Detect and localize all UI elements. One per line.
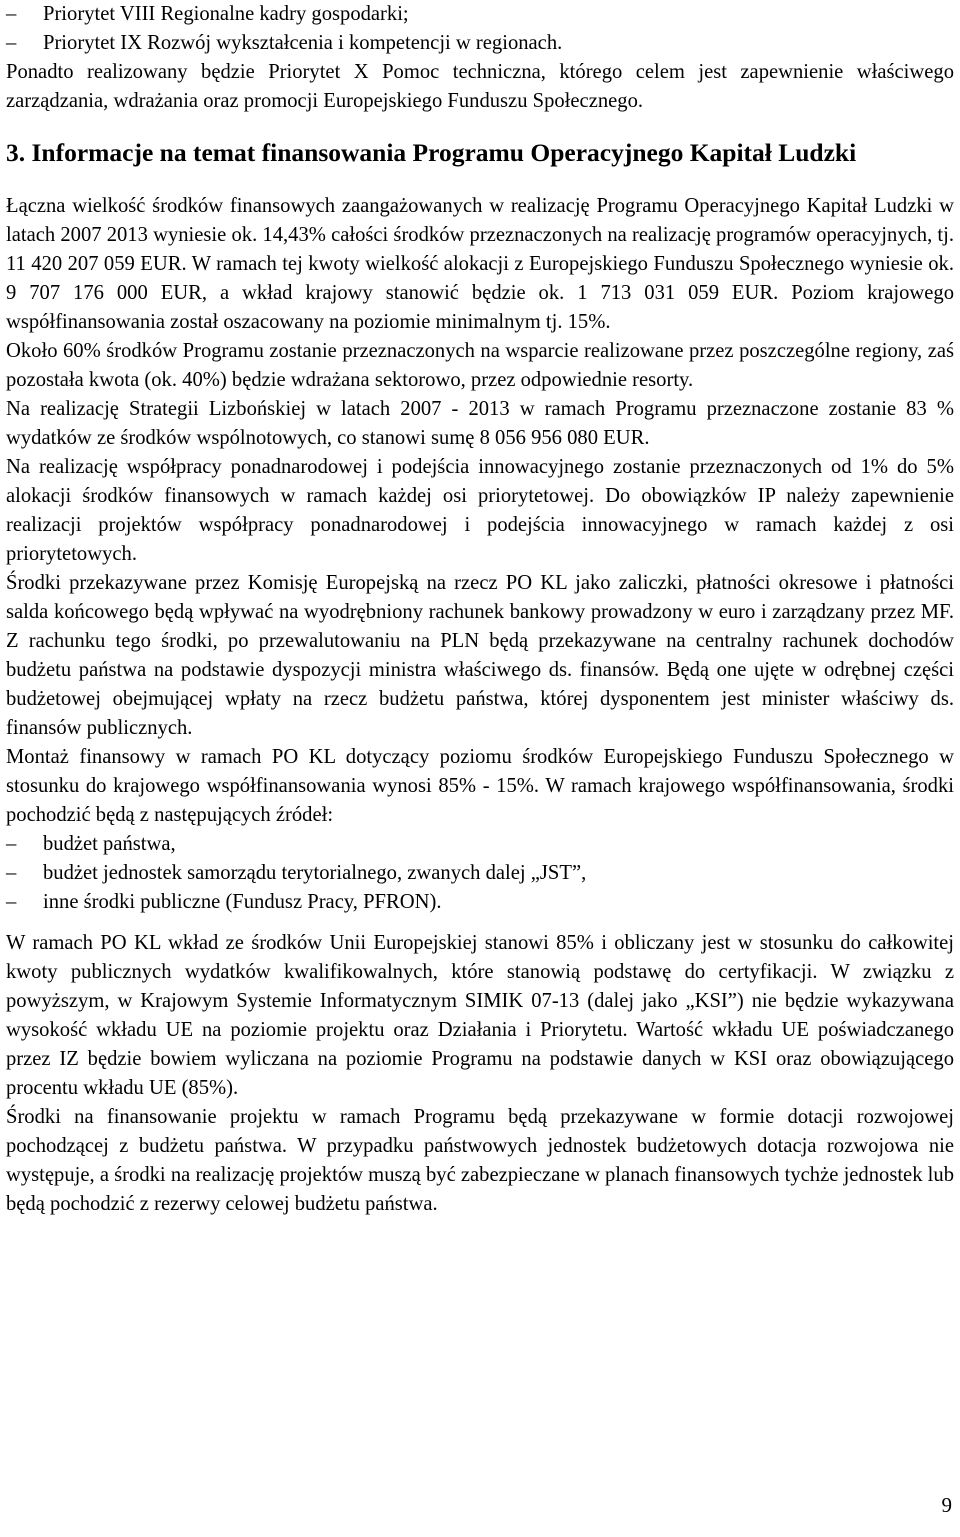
list-item-text: budżet państwa, xyxy=(43,833,176,855)
dash-bullet xyxy=(6,888,43,917)
paragraph: W ramach PO KL wkład ze środków Unii Europejskiej stanowi 85% i obliczany jest w stosunku do całkowitej kwoty publicznych wydatków kwalifikowalnych, które stanowią podstawę do certyfikacji. W związku z powyższym, w Krajowym Systemie Informatycznym SIMIK 07-13 (dalej jako „KSI”) nie będzie wykazywana wysokość wkładu UE na poziomie projektu oraz Działania i Priorytetu. Wartość wkładu UE poświadczanego przez IZ będzie bowiem wyliczana na poziomie Programu na podstawie danych w KSI oraz obowiązującego procentu wkładu UE (85%). xyxy=(6,932,954,1099)
paragraph: Na realizację współpracy ponadnarodowej i podejścia innowacyjnego zostanie przeznaczonych od 1% do 5% alokacji środków finansowych w ramach każdej osi priorytetowej. Do obowiązków IP należy zapewnienie realizacji projektów współpracy ponadnarodowej i podejścia innowacyjnego w ramach każdej z osi priorytetowych. xyxy=(6,456,954,565)
list-item xyxy=(6,888,954,917)
spacer xyxy=(6,917,954,929)
dash-bullet xyxy=(6,859,43,888)
document-page xyxy=(6,0,954,1219)
paragraph: Na realizację Strategii Lizbońskiej w latach 2007 - 2013 w ramach Programu przeznaczone zostanie 83 % wydatków ze środków wspólnotowych, co stanowi sumę 8 056 956 080 EUR. xyxy=(6,398,954,449)
dash-bullet xyxy=(6,29,43,58)
list-item xyxy=(6,859,954,888)
list-item-text: budżet jednostek samorządu terytorialnego, zwanych dalej „JST”, xyxy=(43,862,587,884)
list-item xyxy=(6,0,954,29)
paragraph: Środki przekazywane przez Komisję Europejską na rzecz PO KL jako zaliczki, płatności okresowe i płatności salda końcowego będą wpływać na wyodrębniony rachunek bankowy prowadzony w euro i zarządzany przez MF. Z rachunku tego środki, po przewalutowaniu na PLN będą przekazywane na centralny rachunek dochodów budżetu państwa na podstawie dyspozycji ministra właściwego ds. finansów. Będą one ujęte w odrębnej części budżetowej obejmującej wpłaty na rzecz budżetu państwa, której dysponentem jest minister właściwy ds. finansów publicznych. xyxy=(6,572,954,739)
section-heading: 3. Informacje na temat finansowania Programu Operacyjnego Kapitał Ludzki xyxy=(6,138,857,167)
intro-paragraph: Ponadto realizowany będzie Priorytet X Pomoc techniczna, którego celem jest zapewnienie właściwego zarządzania, wdrażania oraz promocji Europejskiego Funduszu Społecznego. xyxy=(6,61,954,112)
paragraph: Łączna wielkość środków finansowych zaangażowanych w realizację Programu Operacyjnego Kapitał Ludzki w latach 2007 2013 wyniesie ok. 14,43% całości środków przeznaczonych na realizację programów operacyjnych, tj. 11 420 207 059 EUR. W ramach tej kwoty wielkość alokacji z Europejskiego Funduszu Społecznego wyniesie ok. 9 707 176 000 EUR, a wkład krajowy stanowić będzie ok. 1 713 031 059 EUR. Poziom krajowego współfinansowania został oszacowany na poziomie minimalnym tj. 15%. xyxy=(6,195,954,333)
list-item-text: inne środki publiczne (Fundusz Pracy, PFRON). xyxy=(43,891,442,913)
paragraph: Montaż finansowy w ramach PO KL dotyczący poziomu środków Europejskiego Funduszu Społecznego w stosunku do krajowego współfinansowania wynosi 85% - 15%. W ramach krajowego współfinansowania, środki pochodzić będą z następujących źródeł: xyxy=(6,746,954,826)
dash-bullet xyxy=(6,830,43,859)
page-number: 9 xyxy=(941,1493,952,1517)
list-item xyxy=(6,830,954,859)
paragraph: Około 60% środków Programu zostanie przeznaczonych na wsparcie realizowane przez poszczególne regiony, zaś pozostała kwota (ok. 40%) będzie wdrażana sektorowo, przez odpowiednie resorty. xyxy=(6,340,954,391)
list-item-text: Priorytet VIII Regionalne kadry gospodarki; xyxy=(43,3,409,25)
list-item-text: Priorytet IX Rozwój wykształcenia i kompetencji w regionach. xyxy=(43,32,563,54)
dash-bullet xyxy=(6,0,43,29)
paragraph: Środki na finansowanie projektu w ramach Programu będą przekazywane w formie dotacji rozwojowej pochodzącej z budżetu państwa. W przypadku państwowych jednostek budżetowych dotacja rozwojowa nie występuje, a środki na realizację projektów muszą być zabezpieczane w planach finansowych tychże jednostek lub będą pochodzić z rezerwy celowej budżetu państwa. xyxy=(6,1106,954,1215)
list-item xyxy=(6,29,954,58)
